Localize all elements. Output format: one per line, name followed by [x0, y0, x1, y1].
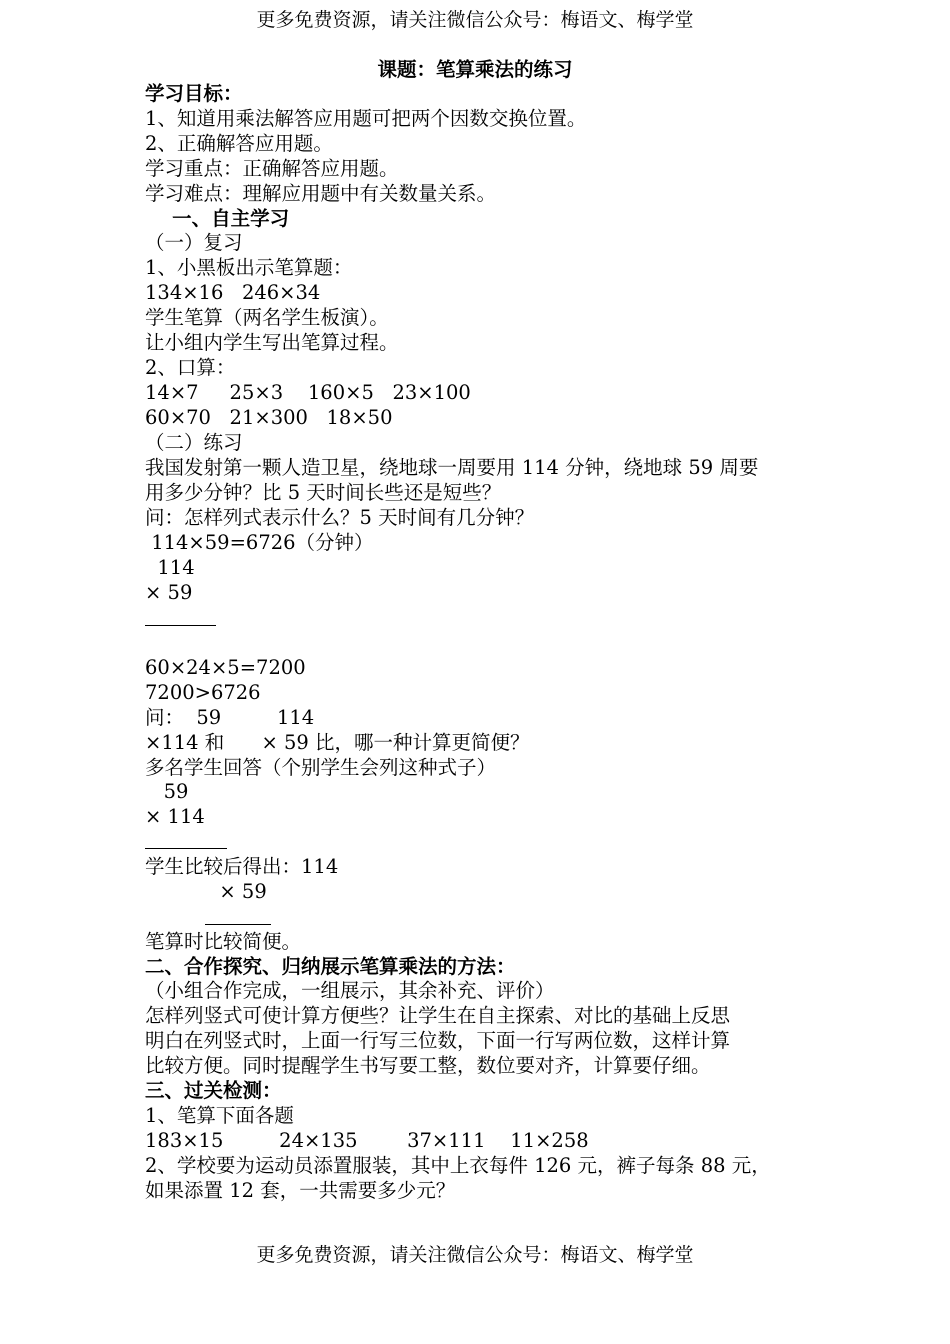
simpler-note: 笔算时比较简便。	[145, 930, 302, 953]
page-footer: 更多免费资源，请关注微信公众号：梅语文、梅学堂	[256, 1244, 694, 1266]
vertical-calc-3-bottom: × 59	[145, 880, 267, 903]
calc-rule-1	[145, 625, 216, 626]
method-text-1: 怎样列竖式可使计算方便些？让学生在自主探索、对比的基础上反思	[145, 1004, 731, 1027]
comparison: 7200>6726	[145, 681, 261, 704]
vertical-calc-top: 114	[145, 556, 195, 579]
goal-1: 1、知道用乘法解答应用题可把两个因数交换位置。	[145, 107, 587, 130]
method-text-2: 明白在列竖式时，上面一行写三位数，下面一行写两位数，这样计算	[145, 1029, 731, 1052]
section-2-heading: 二、合作探究、归纳展示笔算乘法的方法：	[145, 955, 516, 978]
review-heading: （一）复习	[145, 231, 243, 254]
review-item-1: 1、小黑板出示笔算题：	[145, 256, 353, 279]
test-item-2-line-2: 如果添置 12 套，一共需要多少元？	[145, 1179, 456, 1202]
learning-goals-heading: 学习目标：	[145, 82, 243, 105]
student-answer-note: 多名学生回答（个别学生会列这种式子）	[145, 756, 497, 779]
compare-conclusion: 学生比较后得出：114	[145, 855, 339, 878]
page-title: 课题：笔算乘法的练习	[377, 58, 573, 81]
page-header: 更多免费资源，请关注微信公众号：梅语文、梅学堂	[256, 9, 694, 31]
goal-2: 2、正确解答应用题。	[145, 132, 333, 155]
review-problems: 134×16 246×34	[145, 281, 321, 304]
calc-rule-3	[205, 924, 271, 925]
method-text-3: 比较方便。同时提醒学生书写要工整，数位要对齐，计算要仔细。	[145, 1054, 711, 1077]
problem-text-2: 用多少分钟？比 5 天时间长些还是短些？	[145, 481, 502, 504]
test-item-2-line-1: 2、学校要为运动员添置服装，其中上衣每件 126 元，裤子每条 88 元，	[145, 1154, 771, 1177]
equation-line: 114×59=6726（分钟）	[145, 531, 374, 554]
review-note-2: 让小组内学生写出笔算过程。	[145, 331, 399, 354]
question-2-line-1: 问： 59 114	[145, 706, 315, 729]
oral-calc-row-1: 14×7 25×3 160×5 23×100	[145, 381, 471, 404]
oral-calc-heading: 2、口算：	[145, 356, 236, 379]
practice-heading: （二）练习	[145, 431, 243, 454]
test-problems: 183×15 24×135 37×111 11×258	[145, 1129, 589, 1152]
oral-calc-row-2: 60×70 21×300 18×50	[145, 406, 393, 429]
review-note-1: 学生笔算（两名学生板演）。	[145, 306, 389, 329]
problem-text-1: 我国发射第一颗人造卫星，绕地球一周要用 114 分钟，绕地球 59 周要	[145, 456, 759, 479]
vertical-calc-bottom: × 59	[145, 581, 193, 604]
group-work-note: （小组合作完成，一组展示，其余补充、评价）	[145, 979, 555, 1002]
test-item-1: 1、笔算下面各题	[145, 1104, 294, 1127]
vertical-calc-2-bottom: × 114	[145, 805, 205, 828]
section-1-heading: 一、自主学习	[145, 207, 290, 230]
section-3-heading: 三、过关检测：	[145, 1079, 282, 1102]
minutes-calc: 60×24×5=7200	[145, 656, 306, 679]
difficult-point: 学习难点：理解应用题中有关数量关系。	[145, 182, 497, 205]
calc-rule-2	[145, 848, 227, 849]
vertical-calc-2-top: 59	[145, 780, 189, 803]
question-2-line-2: ×114 和 × 59 比，哪一种计算更简便？	[145, 731, 530, 754]
key-point: 学习重点：正确解答应用题。	[145, 157, 399, 180]
question-line: 问：怎样列式表示什么？5 天时间有几分钟？	[145, 506, 535, 529]
